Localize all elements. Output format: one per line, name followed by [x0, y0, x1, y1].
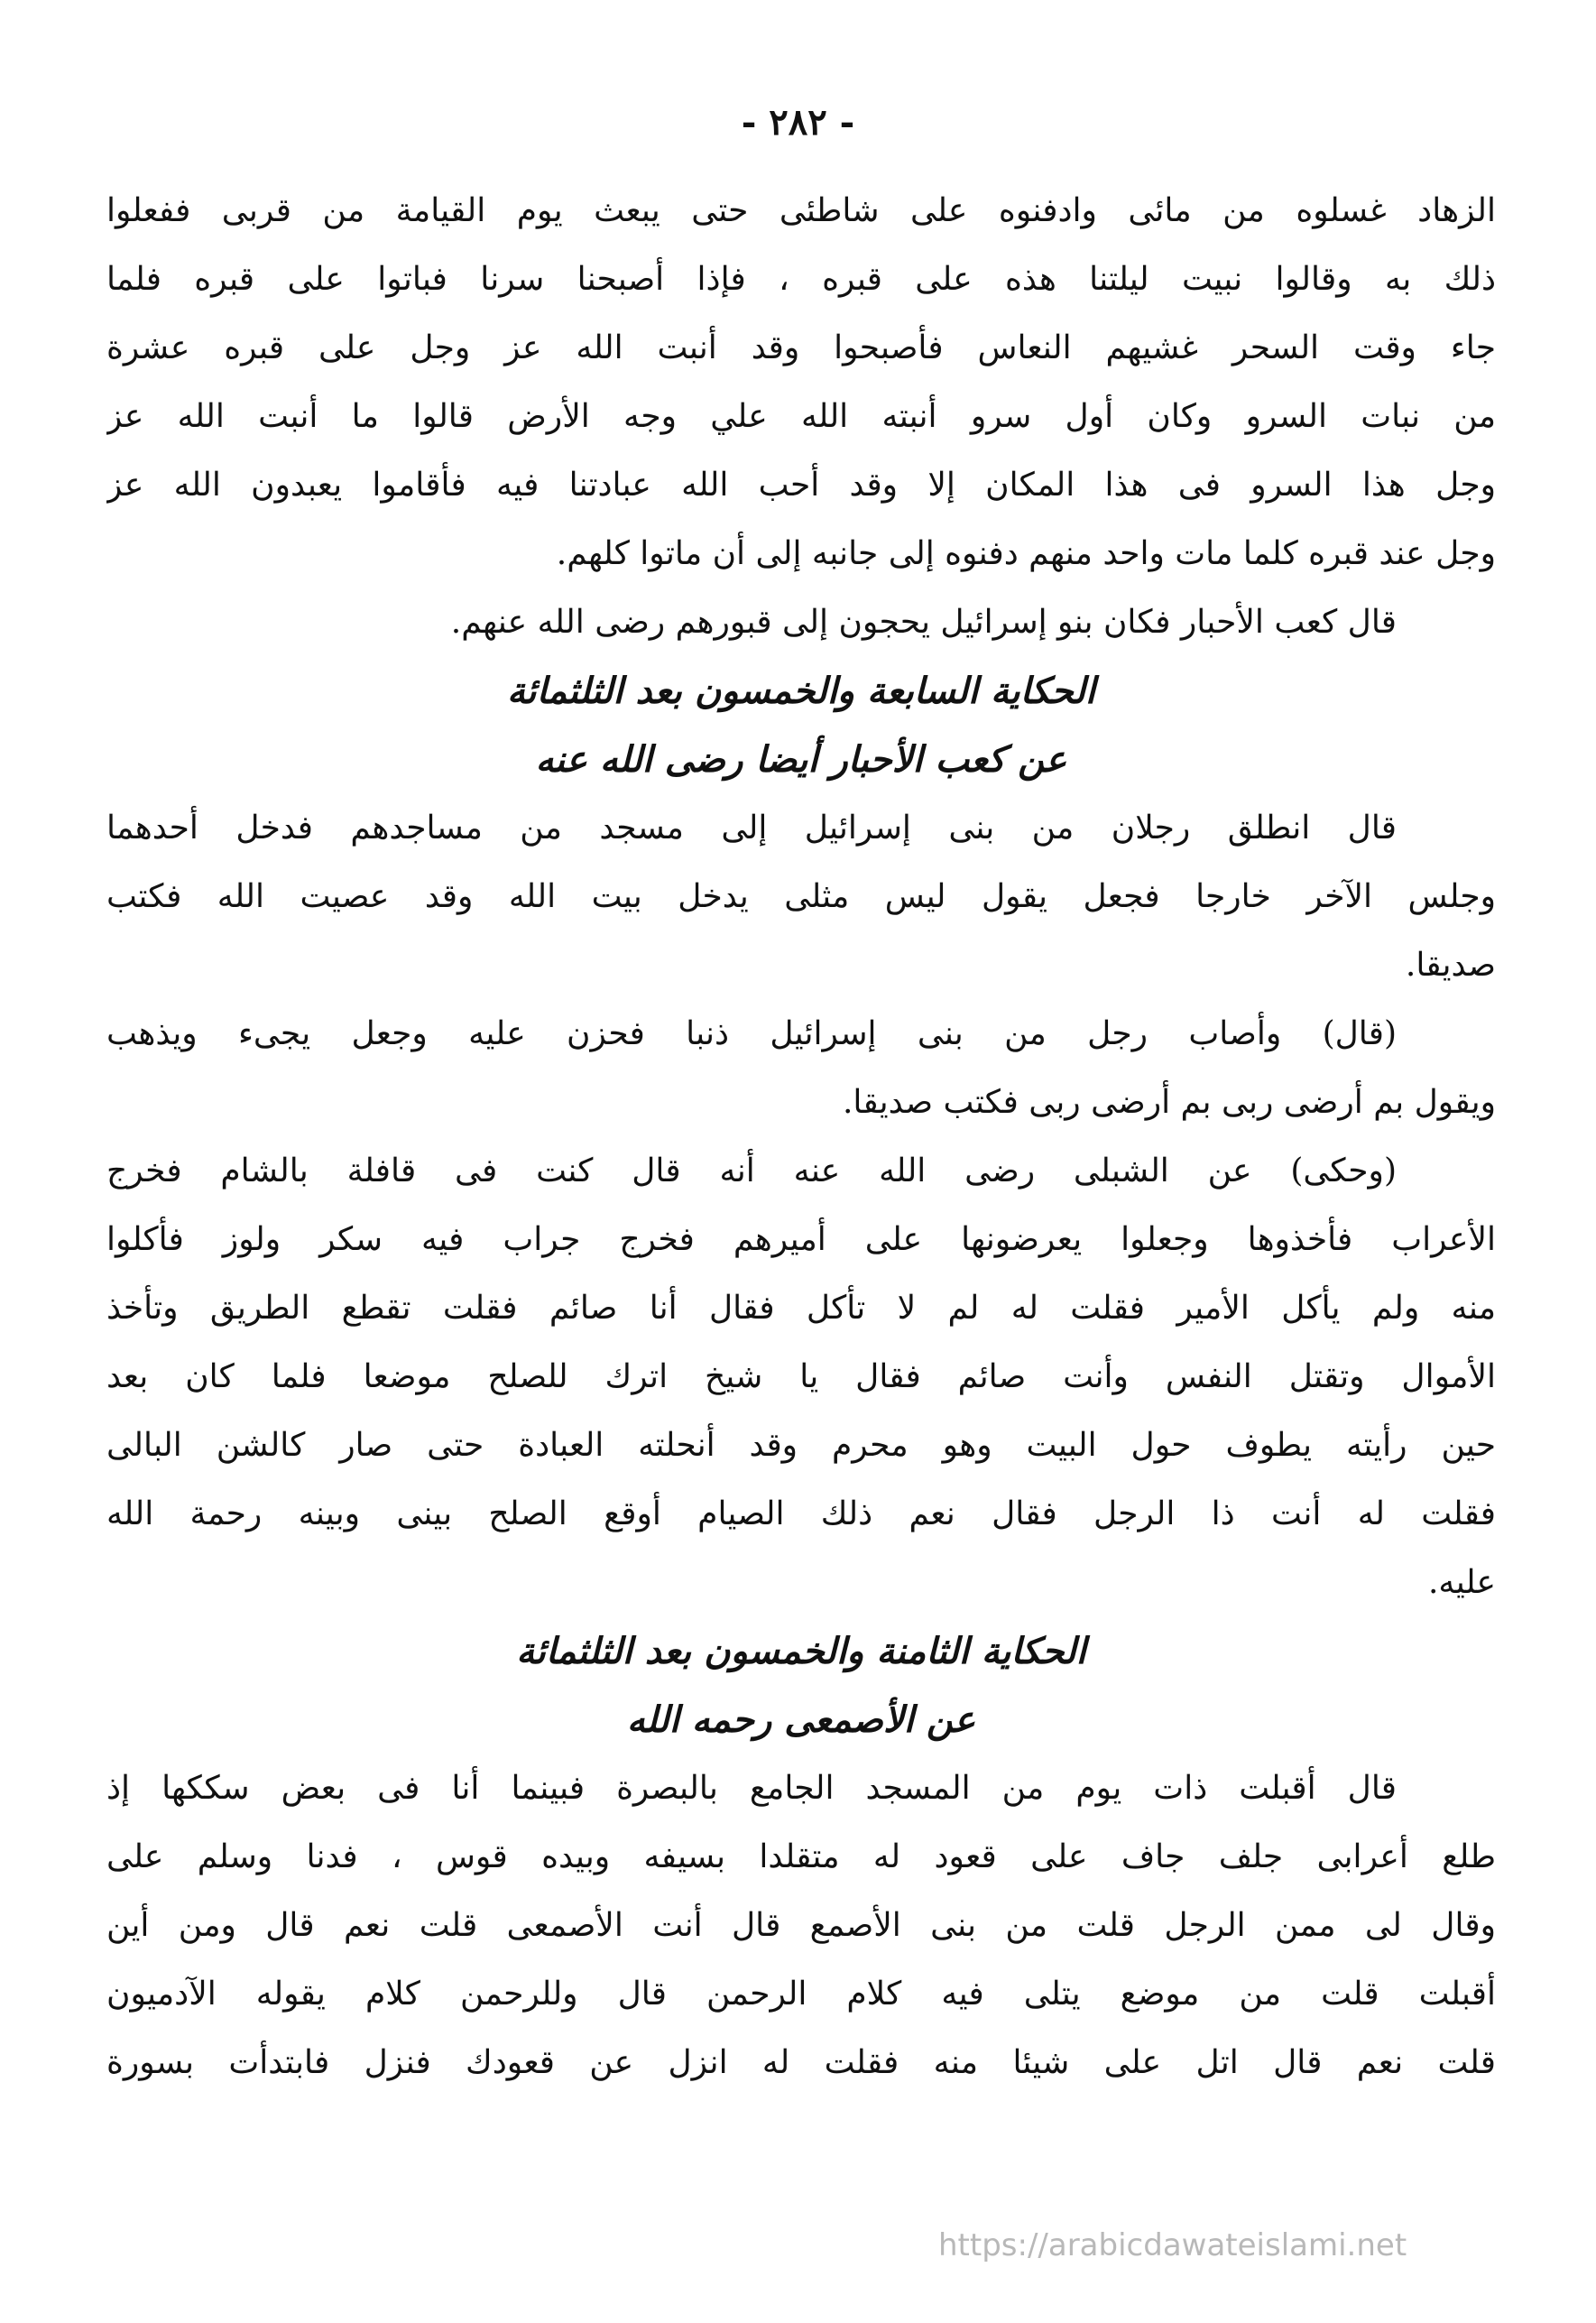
text-line: وجلس الآخر خارجا فجعل يقول ليس مثلى يدخل بيت الله وقد عصيت الله فكتب: [106, 878, 1496, 915]
text-line: (قال) وأصاب رجل من بنى إسرائيل ذنبا فحزن عليه وجعل يجىء ويذهب: [106, 1015, 1397, 1052]
text-line: ويقول بم أرضى ربى بم أرضى ربى فكتب صديقا.: [842, 1084, 1496, 1121]
text-line: ذلك به وقالوا نبيت ليلتنا هذه على قبره ، فإذا أصبحنا سرنا فباتوا على قبره فلما: [106, 261, 1496, 298]
page-number: - ٢٨٢ -: [741, 101, 855, 143]
text-line: طلع أعرابى جلف جاف على قعود له متقلدا بسيفه وبيده قوس ، فدنا وسلم على: [106, 1838, 1496, 1875]
text-line: أقبلت قلت من موضع يتلى فيه كلام الرحمن قال وللرحمن كلام يقوله الآدميون: [106, 1976, 1496, 2013]
text-line: من نبات السرو وكان أول سرو أنبته الله علي وجه الأرض قالوا ما أنبت الله عز: [106, 398, 1496, 435]
text-line: عليه.: [1427, 1564, 1496, 1601]
text-line: جاء وقت السحر غشيهم النعاس فأصبحوا وقد أنبت الله عز وجل على قبره عشرة: [106, 329, 1496, 366]
text-line: منه ولم يأكل الأمير فقلت له لم لا تأكل فقال أنا صائم فقلت تقطع الطريق وتأخذ: [106, 1290, 1496, 1327]
text-line: حين رأيته يطوف حول البيت وهو محرم وقد أنحلته العبادة حتى صار كالشن البالى: [106, 1427, 1496, 1464]
text-line: وجل هذا السرو فى هذا المكان إلا وقد أحب الله عبادتنا فيه فأقاموا يعبدون الله عز: [106, 467, 1496, 504]
text-line: الأعراب فأخذوها وجعلوا يعرضونها على أميرهم فخرج جراب فيه سكر ولوز فأكلوا: [106, 1221, 1496, 1258]
story-heading-358: الحكاية الثامنة والخمسون بعد الثلثمائة: [516, 1631, 1086, 1672]
story-subheading-357: عن كعب الأحبار أيضا رضى الله عنه: [535, 739, 1067, 781]
text-line: (وحكى) عن الشبلى رضى الله عنه أنه قال كنت فى قافلة بالشام فخرج: [106, 1152, 1397, 1189]
story-subheading-358: عن الأصمعى رحمه الله: [626, 1699, 976, 1741]
text-line: وقال لى ممن الرجل قلت من بنى الأصمع قال أنت الأصمعى قلت نعم قال ومن أين: [106, 1907, 1496, 1944]
source-watermark: https://arabicdawateislami.net: [938, 2227, 1407, 2263]
text-line: قلت نعم قال اتل على شيئا منه فقلت له انزل عن قعودك فنزل فابتدأت بسورة: [106, 2044, 1496, 2081]
text-line: قال أقبلت ذات يوم من المسجد الجامع بالبصرة فبينما أنا فى بعض سككها إذ: [106, 1770, 1397, 1807]
text-line: صديقا.: [1405, 947, 1496, 984]
text-line: قال انطلق رجلان من بنى إسرائيل إلى مسجد من مساجدهم فدخل أحدهما: [106, 810, 1397, 847]
page-body: [106, 177, 1496, 2097]
text-line: قال كعب الأحبار فكان بنو إسرائيل يحجون إلى قبورهم رضى الله عنهم.: [450, 604, 1397, 641]
text-line: وجل عند قبره كلما مات واحد منهم دفنوه إلى جانبه إلى أن ماتوا كلهم.: [556, 535, 1496, 572]
text-line: الأموال وتقتل النفس وأنت صائم فقال يا شيخ اترك للصلح موضعا فلما كان بعد: [106, 1358, 1496, 1395]
text-line: فقلت له أنت ذا الرجل فقال نعم ذلك الصيام أوقع الصلح بينى وبينه رحمة الله: [106, 1495, 1496, 1532]
text-line: الزهاد غسلوه من مائى وادفنوه على شاطئى حتى يبعث يوم القيامة من قربى ففعلوا: [106, 192, 1496, 229]
story-heading-357: الحكاية السابعة والخمسون بعد الثلثمائة: [506, 671, 1095, 712]
